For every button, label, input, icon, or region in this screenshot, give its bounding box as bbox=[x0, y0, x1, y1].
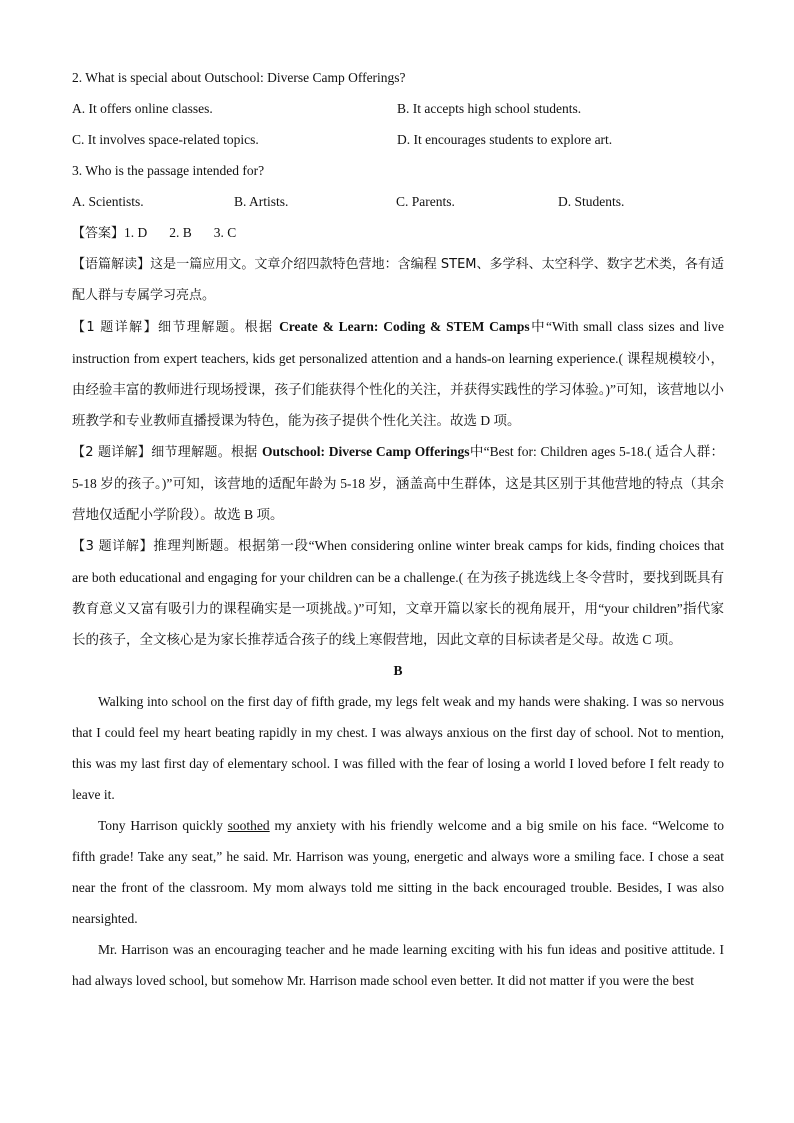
question-3-option-d: D. Students. bbox=[558, 194, 625, 209]
answer-item-3: 3. C bbox=[213, 225, 237, 240]
detail-1-paragraph bbox=[72, 311, 724, 436]
detail-2-text: 中“Best for: Children ages 5-18.( 适合人群：5-18 岁的孩子。)”可知，该营地的适配年龄为 5-18 岁，涵盖高中生群体，这是其区别于其他营地的特点（其余营地仅适配小学阶段）。故选 B 项。 bbox=[72, 444, 724, 522]
question-2-option-b: B. It accepts high school students. bbox=[397, 101, 582, 116]
detail-2-camp-name: Outschool: Diverse Camp Offerings bbox=[262, 444, 470, 459]
answer-line bbox=[72, 217, 724, 249]
answer-item-1: 1. D bbox=[124, 225, 148, 240]
detail-3-text: 推理判断题。根据第一段“When considering online winter break camps for kids, finding choices that are both educational and engaging for your children can be a challenge.( 在为孩子挑选线上冬令营时，要找到既具有教育意义又富有吸引力的课程确实是一项挑战。)”可知，文章开篇以家长的视角展开，用“your children”指代家长的孩子，全文核心是为家长推荐适合孩子的线上寒假营地，因此文章的目标读者是父母。故选 C 项。 bbox=[72, 538, 724, 647]
question-3-option-c: C. Parents. bbox=[396, 194, 455, 209]
question-3-option-a: A. Scientists. bbox=[72, 194, 144, 209]
question-3-option-b: B. Artists. bbox=[234, 194, 289, 209]
answer-item-2: 2. B bbox=[169, 225, 192, 240]
passage-paragraph-2 bbox=[72, 810, 724, 934]
detail-2-label: 【2 题详解】 bbox=[72, 445, 152, 460]
interpretation-label: 【语篇解读】 bbox=[72, 257, 151, 272]
question-3-options-row bbox=[72, 186, 724, 217]
detail-1-text: 中“With small class sizes and live instruction from expert teachers, kids get personalized attention and a hands-on learning experience.( 课程规模较小，由经验丰富的教师进行现场授课，孩子们能获得个性化的关注，并获得实践性的学习体验。)”可知，该营地以小班教学和专业教师直播授课为特色，能为孩子提供个性化关注。故选 D 项。 bbox=[72, 319, 724, 428]
detail-2-paragraph bbox=[72, 436, 724, 530]
passage-paragraph-3: Mr. Harrison was an encouraging teacher and he made learning exciting with his fun ideas and positive attitude. I had always loved school, but somehow Mr. Harrison made school even better. It did not matter if you were the best bbox=[72, 942, 724, 988]
question-2-options-row-2 bbox=[72, 124, 724, 155]
interpretation-paragraph bbox=[72, 249, 724, 311]
question-2-options-row-1 bbox=[72, 93, 724, 124]
answer-label: 【答案】 bbox=[72, 226, 125, 241]
section-title: B bbox=[393, 663, 403, 678]
underlined-word: soothed bbox=[227, 818, 270, 833]
question-3-stem: 3. Who is the passage intended for? bbox=[72, 163, 265, 178]
detail-1-label: 【1 题详解】 bbox=[72, 320, 159, 335]
question-2-option-c: C. It involves space-related topics. bbox=[72, 132, 259, 147]
document-content bbox=[72, 62, 724, 996]
passage-p2-before: Tony Harrison quickly bbox=[98, 818, 228, 833]
passage-paragraph-1: Walking into school on the first day of fifth grade, my legs felt weak and my hands were shaking. I was so nervous that I could feel my heart beating rapidly in my chest. I was always anxious on the first day of school. Not to mention, this was my last first day of elementary school. I was filled with the fear of losing a world I loved before I felt ready to leave it. bbox=[72, 694, 724, 802]
detail-1-lead: 细节理解题。根据 bbox=[158, 320, 280, 335]
passage-p2-after: my anxiety with his friendly welcome and a big smile on his face. “Welcome to fifth grade! Take any seat,” he said. Mr. Harrison was young, energetic and always wore a smiling face. I chose a seat near the front of the classroom. My mom always told me sitting in the back encouraged trouble. Besides, I was also nearsighted. bbox=[72, 818, 724, 926]
detail-3-paragraph bbox=[72, 530, 724, 655]
detail-1-camp-name: Create & Learn: Coding & STEM Camps bbox=[279, 319, 530, 334]
detail-2-lead: 细节理解题。根据 bbox=[151, 445, 263, 460]
detail-3-label: 【3 题详解】 bbox=[72, 539, 154, 554]
interpretation-text: 这是一篇应用文。文章介绍四款特色营地：含编程 STEM、多学科、太空科学、数字艺术类，各有适配人群与专属学习亮点。 bbox=[72, 257, 724, 303]
question-2-option-d: D. It encourages students to explore art. bbox=[397, 132, 613, 147]
question-2-stem: 2. What is special about Outschool: Diverse Camp Offerings? bbox=[72, 70, 406, 85]
question-2-option-a: A. It offers online classes. bbox=[72, 101, 213, 116]
